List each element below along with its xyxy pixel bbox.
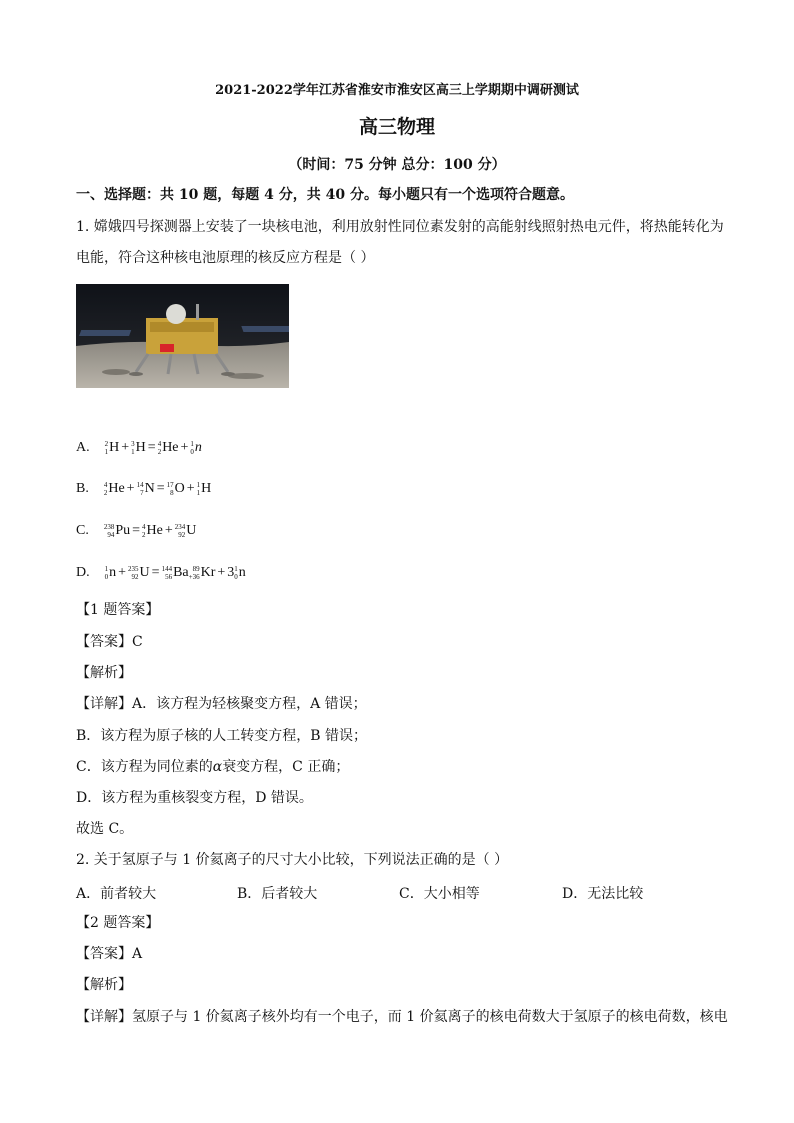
q1-detail-b: B．该方程为原子核的人工转变方程，B 错误； <box>76 728 368 744</box>
mass-number: 89 <box>192 565 200 573</box>
charge-number: 92 <box>131 573 139 581</box>
detail-c-prefix: C．该方程为同位素的 <box>76 759 213 775</box>
charge-number: 2 <box>142 531 146 539</box>
option-c-label: C. <box>76 523 89 539</box>
nuclide <box>234 565 246 581</box>
option-d-label: D. <box>76 565 90 581</box>
q1-option-b <box>76 481 211 497</box>
q1-detail-a: 【详解】A．该方程为轻核聚变方程，A 错误； <box>76 696 367 712</box>
mass-number: 2 <box>104 440 109 448</box>
q2-option-c: C．大小相等 <box>399 886 480 902</box>
element-symbol: Pu <box>115 523 131 538</box>
mass-number: 4 <box>103 481 108 489</box>
charge-number: 0 <box>234 573 238 581</box>
nuclide <box>197 481 212 497</box>
element-symbol: n <box>194 440 202 455</box>
q1-stem-line1: 1. 嫦娥四号探测器上安装了一块核电池，利用放射性同位素发射的高能射线照射热电元件，将热能转化为 <box>76 219 724 235</box>
nuclide <box>175 523 197 539</box>
q1-option-c <box>76 523 196 539</box>
element-symbol: N <box>144 481 155 496</box>
q2-stem: 2. 关于氢原子与 1 价氦离子的尺寸大小比较，下列说法正确的是（ ） <box>76 852 509 868</box>
plus-sign: + <box>180 440 189 456</box>
coefficient: 3 <box>227 565 235 581</box>
nuclide <box>104 481 125 497</box>
charge-number: 2 <box>103 489 108 497</box>
nuclide <box>105 565 117 581</box>
element-symbol: He <box>162 440 179 455</box>
mass-number: 4 <box>142 523 146 531</box>
q2-answer: 【答案】A <box>76 946 143 962</box>
mass-number: 14 <box>136 481 144 489</box>
mass-number: 1 <box>190 440 194 448</box>
charge-number: 0 <box>104 573 109 581</box>
subject-title: 高三物理 <box>358 116 435 138</box>
charge-number: 1 <box>131 448 135 456</box>
charge-number: 56 <box>165 573 173 581</box>
charge-number: 0 <box>190 448 194 456</box>
charge-number: 8 <box>170 489 174 497</box>
mass-number: 3 <box>131 440 135 448</box>
element-symbol: U <box>139 565 150 580</box>
q2-option-a: A．前者较大 <box>76 886 157 902</box>
plus-sign: + <box>186 481 195 497</box>
equals-sign: = <box>151 565 160 581</box>
change4-lander-photo <box>76 284 289 388</box>
mass-number: 234 <box>174 523 186 531</box>
q2-option-b: B．后者较大 <box>237 886 318 902</box>
nuclide <box>137 481 155 497</box>
mass-number: 1 <box>104 565 109 573</box>
q1-conclusion: 故选 C。 <box>76 821 134 837</box>
equals-sign: = <box>156 481 165 497</box>
mass-number: 4 <box>157 440 162 448</box>
plus-sign: + <box>121 440 130 456</box>
plus-sign: + <box>164 523 173 539</box>
section-heading: 一、选择题：共 10 题，每题 4 分，共 40 分。每小题只有一个选项符合题意。 <box>76 187 574 203</box>
nuclide <box>189 565 216 581</box>
plus-sign: + <box>217 565 226 581</box>
nuclide <box>158 440 179 456</box>
q1-analysis-label: 【解析】 <box>76 665 132 681</box>
element-symbol: H <box>109 440 120 455</box>
q2-analysis-label: 【解析】 <box>76 977 132 993</box>
mass-number: 1 <box>234 565 238 573</box>
q1-answer-tag: 【1 题答案】 <box>76 602 160 618</box>
q1-option-d <box>76 565 246 581</box>
nuclide <box>162 565 189 581</box>
q1-detail-d: D．该方程为重核裂变方程，D 错误。 <box>76 790 313 806</box>
equals-sign: = <box>132 523 141 539</box>
alpha-symbol: α <box>212 759 223 775</box>
element-symbol: He <box>146 523 163 538</box>
plus-sign: + <box>118 565 127 581</box>
mass-number: 238 <box>103 523 115 531</box>
mass-number: 144 <box>161 565 173 573</box>
charge-number: 1 <box>196 489 201 497</box>
charge-number: 92 <box>178 531 186 539</box>
lander-illustration <box>76 284 289 388</box>
q1-answer: 【答案】C <box>76 634 143 650</box>
q2-detail: 【详解】氢原子与 1 价氦离子核外均有一个电子，而 1 价氦离子的核电荷数大于氢原子的核电荷数，核电 <box>76 1009 728 1025</box>
charge-number: 2 <box>157 448 162 456</box>
q2-option-d: D．无法比较 <box>562 886 644 902</box>
q1-stem-line2: 电能，符合这种核电池原理的核反应方程是（ ） <box>76 250 375 266</box>
plus-sign: + <box>126 481 135 497</box>
nuclide <box>167 481 185 497</box>
element-symbol: Ba <box>173 565 189 580</box>
mass-number: 235 <box>128 565 139 573</box>
element-symbol: n <box>109 565 117 580</box>
detail-c-suffix: 衰变方程，C 正确； <box>222 759 350 775</box>
exam-timing: （时间：75 分钟 总分：100 分） <box>288 157 506 173</box>
option-b-label: B. <box>76 481 89 497</box>
charge-number: 1 <box>104 448 109 456</box>
charge-number: 7 <box>140 489 144 497</box>
equals-sign: = <box>147 440 156 456</box>
nuclide <box>142 523 163 539</box>
mass-number: 1 <box>196 481 201 489</box>
mass-number: 17 <box>166 481 174 489</box>
element-symbol: n <box>238 565 246 580</box>
nuclide <box>105 440 120 456</box>
charge-number: +36 <box>188 573 200 581</box>
nuclide <box>104 523 130 539</box>
charge-number: 94 <box>107 531 115 539</box>
q1-detail-c <box>76 758 349 776</box>
exam-title: 2021-2022学年江苏省淮安市淮安区高三上学期期中调研测试 <box>215 83 579 98</box>
element-symbol: Kr <box>200 565 216 580</box>
element-symbol: O <box>174 481 185 496</box>
element-symbol: H <box>135 440 146 455</box>
nuclide <box>190 440 202 456</box>
nuclide <box>128 565 150 581</box>
option-a-label: A. <box>76 440 90 456</box>
q2-answer-tag: 【2 题答案】 <box>76 915 160 931</box>
element-symbol: U <box>186 523 197 538</box>
nuclide <box>131 440 146 456</box>
element-symbol: He <box>108 481 125 496</box>
q1-option-a <box>76 440 202 456</box>
element-symbol: H <box>201 481 212 496</box>
